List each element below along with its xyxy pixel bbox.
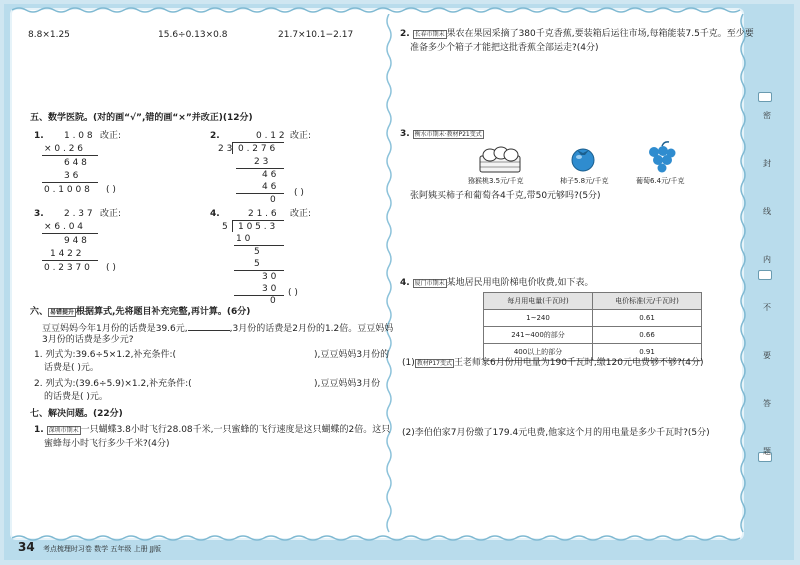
p2-line2 [236, 193, 284, 194]
seal-char-2: 封 [763, 159, 771, 168]
section6-q1c: 话费是( )元。 [44, 363, 99, 373]
section6-q1b: ),豆豆妈妈3月份的 [314, 350, 390, 360]
right-wave-border [738, 14, 748, 534]
section7-title: 七、解决问题。(22分) [30, 409, 123, 419]
table-row: 400以上的部分 0.91 [484, 344, 702, 361]
page-footer [18, 540, 161, 554]
p4-line2 [234, 270, 284, 271]
p4-r2: 5 [254, 247, 260, 257]
right-q2-line2: 准备多少个箱子才能把这批香蕉全部运走?(4分) [410, 43, 599, 53]
p3-line2 [42, 260, 98, 261]
table-head-usage: 每月用电量(千瓦时) [484, 293, 593, 310]
p3-fix: 改正: [100, 209, 122, 219]
section6-q1a: 1. 列式为:39.6÷5×1.2,补充条件:( [34, 350, 177, 360]
p2-div: 2 3 [218, 144, 233, 154]
persimmon-icon [568, 144, 598, 172]
section7-q1-tag: 深圳市期末 [48, 427, 79, 434]
p3-r2: × 6 . 0 4 [44, 222, 84, 232]
seal-char-7: 答 [763, 399, 771, 408]
p1-line1 [42, 155, 98, 156]
seal-marker-top [758, 92, 772, 102]
middle-wave-divider [384, 14, 394, 534]
p2-fix: 改正: [290, 131, 312, 141]
p2-quot: 0 . 1 2 [256, 131, 285, 141]
section6-q2a: 2. 列式为:(39.6÷5.9)×1.2,补充条件:( [34, 379, 192, 389]
p4-num: 4. [210, 209, 220, 219]
section7-q1-line2: 蜜蜂每小时飞行多少千米?(4分) [44, 439, 170, 449]
p1-r2: × 0 . 2 6 [44, 144, 84, 154]
p4-r3: 5 [254, 259, 260, 269]
seal-char-5: 不 [763, 303, 771, 312]
p3-line1 [42, 233, 98, 234]
fruit2-label: 柿子5.8元/千克 [560, 177, 609, 185]
grapes-icon [644, 140, 676, 174]
p3-num: 3. [34, 209, 44, 219]
right-q3-text: 张阿姨买柿子和葡萄各4千克,带50元够吗?(5分) [410, 191, 601, 201]
worksheet-paper [12, 10, 742, 538]
p1-r4: 3 6 [64, 171, 79, 181]
p3-r3: 9 4 8 [64, 236, 87, 246]
section6-tag: 易错提升 [50, 309, 75, 316]
p2-dvd: 0 . 2 7 6 [238, 144, 276, 154]
section6-q2b: ),豆豆妈妈3月份 [314, 379, 381, 389]
p4-r4: 3 0 [262, 272, 277, 282]
section6-line2: 3月份的话费是多少元? [42, 335, 134, 345]
p3-r5: 0 . 2 3 7 0 [44, 263, 90, 273]
calc-1: 8.8×1.25 [28, 30, 70, 40]
kiwi-basket-icon [476, 144, 524, 174]
p2-answer-box[interactable]: ( ) [294, 188, 304, 198]
p2-r4: 0 [270, 195, 276, 205]
p4-quot: 2 1 . 6 [248, 209, 277, 219]
seal-char-8: 题 [763, 447, 771, 456]
p3-answer-box[interactable]: ( ) [106, 263, 116, 273]
table-row: 1~240 0.61 [484, 310, 702, 327]
p2-line1 [236, 168, 284, 169]
p1-r1: 1 . 0 8 [64, 131, 93, 141]
right-q4-2: (2)李伯伯家7月份缴了179.4元电费,他家这个月的用电量是多少千瓦时?(5分) [402, 428, 710, 438]
fruit3-label: 葡萄6.4元/千克 [636, 177, 685, 185]
right-q4-1: (1) 教材P17变式 王老师家6月份用电量为190千瓦时,缴120元电费够不够?(4分) [402, 358, 704, 368]
p3-r4: 1 4 2 2 [50, 249, 82, 259]
section6-title: 六、 易错提升 根据算式,先将题目补充完整,再计算。(6分) [30, 307, 251, 317]
page-number: 34 [18, 540, 35, 554]
p4-bracket-side [232, 220, 233, 232]
p2-r3: 4 6 [262, 182, 277, 192]
right-q2-line1: 2. 长春市期末 果农在果园采摘了380千克香蕉,要装箱后运往市场,每箱能装7.5千克。至少要 [400, 29, 754, 39]
p1-r5: 0 . 1 0 0 8 [44, 185, 90, 195]
p4-div: 5 [222, 222, 228, 232]
p3-r1: 2 . 3 7 [64, 209, 93, 219]
p1-num: 1. [34, 131, 44, 141]
section6-blank[interactable] [188, 321, 230, 331]
table-head-price: 电价标准(元/千瓦时) [593, 293, 702, 310]
right-q4-tag: 厦门市期末 [414, 280, 445, 287]
p2-r2: 4 6 [262, 170, 277, 180]
seal-char-3: 线 [763, 207, 771, 216]
right-q3-head: 3. 衡水市期末·教材P21变式 [400, 129, 482, 139]
p2-bracket-side [232, 142, 233, 154]
top-wave-border [12, 6, 742, 14]
table-row: 241~400的部分 0.66 [484, 327, 702, 344]
calc-2: 15.6÷0.13×0.8 [158, 30, 228, 40]
electricity-price-table [483, 292, 702, 361]
seal-char-4: 内 [763, 255, 771, 264]
footer-text: 考点梳理时习卷 数学 五年级 上册 JJ版 [42, 545, 161, 553]
p4-dvd: 1 0 5 . 3 [238, 222, 276, 232]
p2-num: 2. [210, 131, 220, 141]
seal-char-1: 密 [763, 111, 771, 120]
seal-marker-middle [758, 270, 772, 280]
right-q4-head: 4. 厦门市期末 某地居民用电阶梯电价收费,如下表。 [400, 278, 594, 288]
p4-line3 [234, 295, 284, 296]
section5-title: 五、数学医院。(对的画“√”,错的画“×”并改正)(12分) [30, 113, 253, 123]
section6-line1: 豆豆妈妈今年1月份的话费是39.6元, ,3月份的话费是2月份的1.2倍。豆豆妈妈 [42, 321, 393, 335]
p1-answer-box[interactable]: ( ) [106, 185, 116, 195]
p4-r1: 1 0 [236, 234, 251, 244]
right-q3-tag: 衡水市期末·教材P21变式 [414, 131, 482, 138]
p4-answer-box[interactable]: ( ) [288, 288, 298, 298]
p4-r6: 0 [270, 296, 276, 306]
fruit1-label: 猕猴桃3.5元/千克 [468, 177, 524, 185]
p1-fix: 改正: [100, 131, 122, 141]
p4-fix: 改正: [290, 209, 312, 219]
p4-r5: 3 0 [262, 284, 277, 294]
p1-r3: 6 4 8 [64, 158, 87, 168]
right-q2-tag: 长春市期末 [414, 31, 445, 38]
section7-q1-line1: 1. 深圳市期末 一只蝴蝶3.8小时飞行28.08千米,一只蜜蜂的飞行速度是这只蝴蝶的2倍。这只 [34, 425, 391, 435]
calc-3: 21.7×10.1−2.17 [278, 30, 354, 40]
right-q4-1-tag: 教材P17变式 [416, 360, 453, 367]
p1-line2 [42, 182, 98, 183]
section6-q2c: 的话费是( )元。 [44, 392, 108, 402]
seal-char-6: 要 [763, 351, 771, 360]
p2-r1: 2 3 [254, 157, 269, 167]
